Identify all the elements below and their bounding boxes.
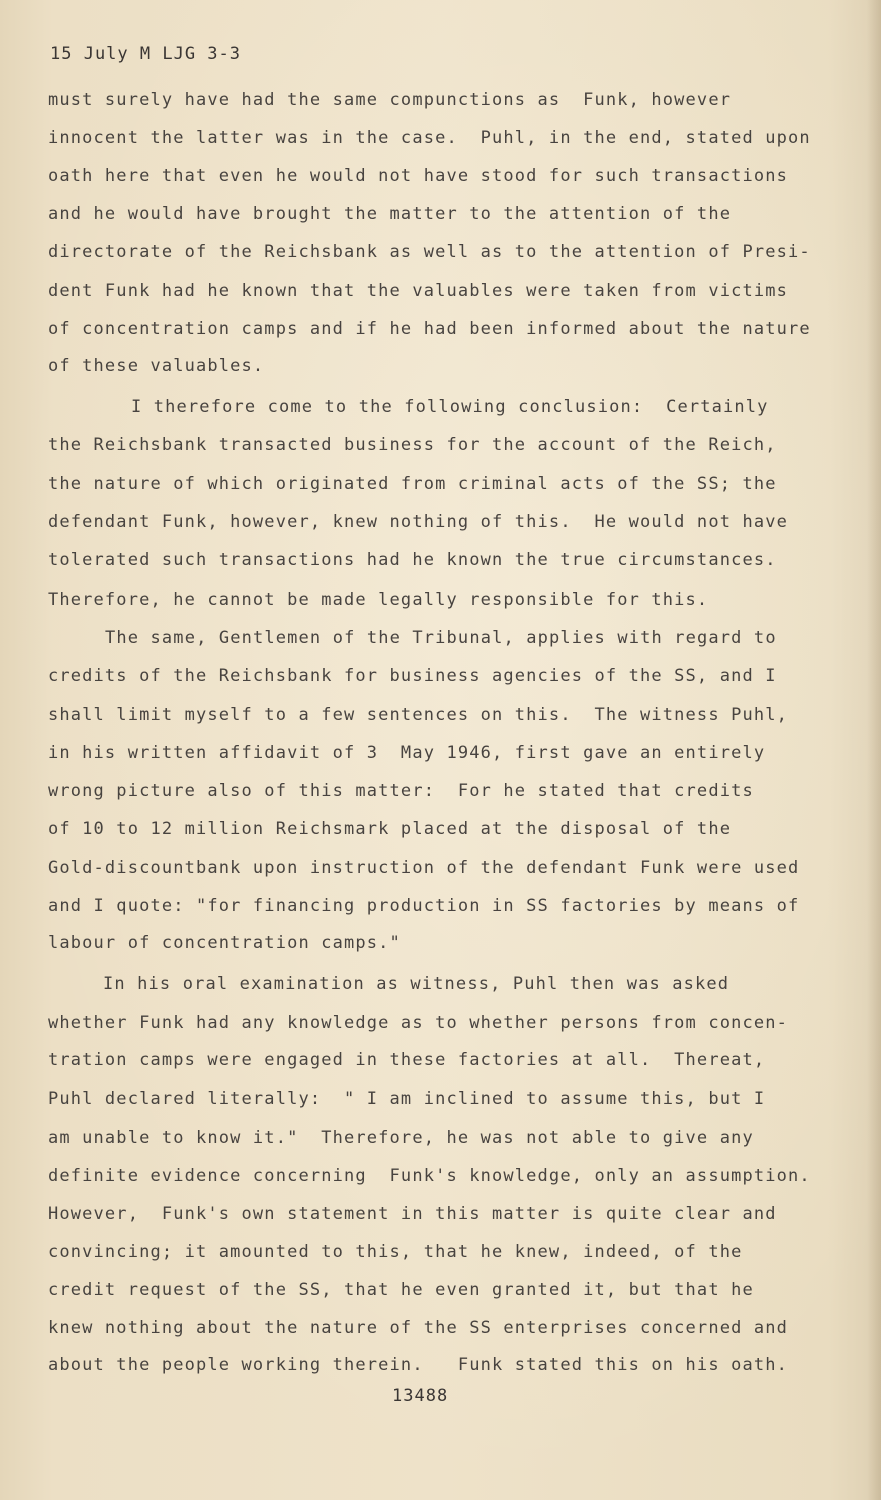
- text-line: However, Funk's own statement in this matter is quite clear and: [48, 1204, 777, 1224]
- text-line: of concentration camps and if he had been informed about the nature: [48, 319, 811, 339]
- text-line: of 10 to 12 million Reichsmark placed at the disposal of the: [48, 819, 732, 839]
- text-line: labour of concentration camps.": [48, 933, 401, 953]
- page-edge-shadow: [867, 0, 881, 1500]
- text-line: directorate of the Reichsbank as well as to the attention of Presi-: [48, 242, 811, 262]
- text-line: definite evidence concerning Funk's knowledge, only an assumption.: [48, 1166, 811, 1186]
- paragraph-start-line: I therefore come to the following conclusion: Certainly: [131, 397, 769, 417]
- page-header: 15 July M LJG 3-3: [50, 44, 241, 64]
- text-line: oath here that even he would not have stood for such transactions: [48, 166, 789, 186]
- text-line: whether Funk had any knowledge as to whether persons from concen-: [48, 1013, 789, 1033]
- text-line: innocent the latter was in the case. Puhl, in the end, stated upon: [48, 128, 811, 148]
- text-line: convincing; it amounted to this, that he knew, indeed, of the: [48, 1242, 743, 1262]
- text-line: Puhl declared literally: " I am inclined to assume this, but I: [48, 1089, 766, 1109]
- paragraph-start-line: The same, Gentlemen of the Tribunal, applies with regard to: [105, 628, 777, 648]
- text-line: about the people working therein. Funk stated this on his oath.: [48, 1355, 789, 1375]
- paragraph-start-line: In his oral examination as witness, Puhl then was asked: [103, 974, 730, 994]
- text-line: in his written affidavit of 3 May 1946, first gave an entirely: [48, 743, 766, 763]
- text-line: Therefore, he cannot be made legally responsible for this.: [48, 590, 709, 610]
- text-line: knew nothing about the nature of the SS enterprises concerned and: [48, 1318, 789, 1338]
- text-line: and I quote: "for financing production in SS factories by means of: [48, 896, 800, 916]
- text-line: shall limit myself to a few sentences on this. The witness Puhl,: [48, 705, 789, 725]
- text-line: must surely have had the same compunctions as Funk, however: [48, 90, 732, 110]
- text-line: tration camps were engaged in these factories at all. Thereat,: [48, 1050, 766, 1070]
- text-line: the Reichsbank transacted business for the account of the Reich,: [48, 435, 777, 455]
- text-line: the nature of which originated from criminal acts of the SS; the: [48, 474, 777, 494]
- text-line: and he would have brought the matter to the attention of the: [48, 204, 732, 224]
- text-line: of these valuables.: [48, 356, 265, 376]
- text-line: am unable to know it." Therefore, he was not able to give any: [48, 1128, 754, 1148]
- text-line: dent Funk had he known that the valuables were taken from victims: [48, 281, 789, 301]
- text-line: tolerated such transactions had he known the true circumstances.: [48, 550, 777, 570]
- text-line: credit request of the SS, that he even granted it, but that he: [48, 1280, 754, 1300]
- page-number: 13488: [392, 1386, 449, 1406]
- text-line: defendant Funk, however, knew nothing of this. He would not have: [48, 512, 789, 532]
- text-line: wrong picture also of this matter: For he stated that credits: [48, 781, 754, 801]
- text-line: Gold-discountbank upon instruction of the defendant Funk were used: [48, 858, 800, 878]
- text-line: credits of the Reichsbank for business agencies of the SS, and I: [48, 666, 777, 686]
